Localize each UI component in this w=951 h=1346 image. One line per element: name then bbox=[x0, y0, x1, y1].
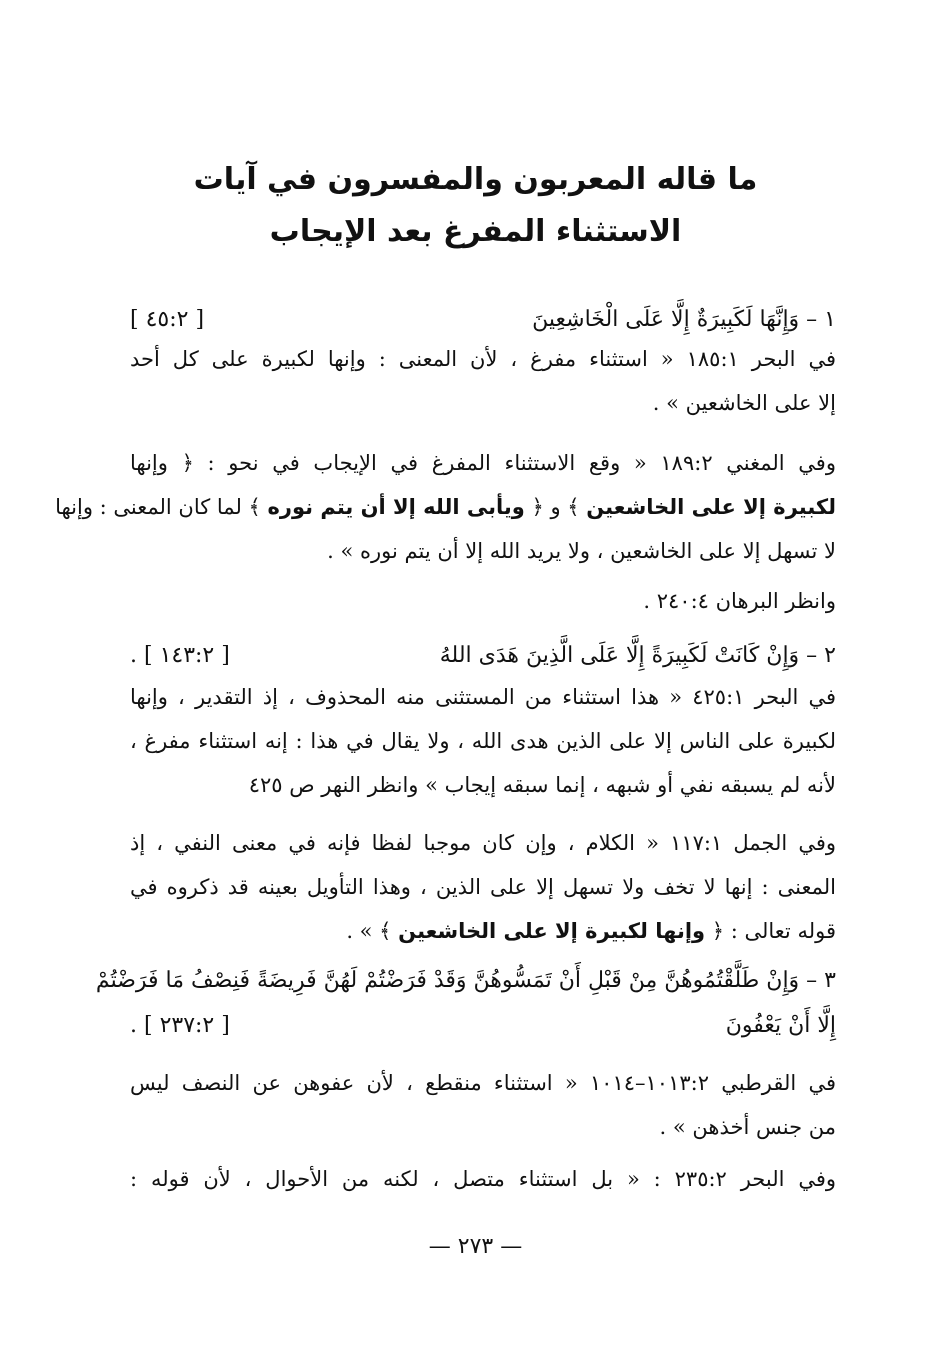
mughni-quote-2: ويأبى الله إلا أن يتم نوره bbox=[267, 495, 525, 519]
qurtubi-line-1: في القرطبي ١٠١٣:٢–١٠١٤ « استثناء منقطع ، لأن عفوهن عن النصف ليس bbox=[130, 1071, 836, 1095]
verse-2-reference: [ ١٤٣:٢ ] . bbox=[130, 643, 230, 668]
mughni-line-2-end: ﴾ لما كان المعنى : وإنها bbox=[55, 495, 268, 519]
jamal-line-3-start: قوله تعالى : ﴿ bbox=[705, 919, 836, 943]
bahr-2-line-3: لأنه لم يسبقه نفي أو شبهه ، إنما سبقه إيجاب » وانظر النهر ص ٤٢٥ bbox=[248, 773, 836, 797]
jamal-line-2: المعنى : إنها لا تخف ولا تسهل إلا على الذين ، وهذا التأويل بعينه قد ذكروه في bbox=[130, 875, 836, 899]
verse-3-text: إِلَّا أَنْ يَعْفُونَ bbox=[725, 1013, 836, 1038]
verse-1-text: ١ – وَإِنَّهَا لَكَبِيرَةٌ إِلَّا عَلَى الْخَاشِعِينَ bbox=[532, 307, 836, 332]
mughni-connector: ﴾ و ﴿ bbox=[524, 495, 587, 519]
verse-3-line-2 bbox=[130, 1008, 836, 1044]
qurtubi-line-2: من جنس أخذهن » . bbox=[659, 1115, 836, 1139]
mughni-line-2 bbox=[55, 490, 836, 524]
burhan-reference: وانظر البرهان ٢٤٠:٤ . bbox=[643, 589, 836, 613]
bahr-1-line-1: في البحر ١٨٥:١ « استثناء مفرغ ، لأن المعنى : وإنها لكبيرة على كل أحد bbox=[130, 347, 836, 371]
bahr-1-line-2: إلا على الخاشعين » . bbox=[652, 391, 836, 415]
bahr-3-line-1: وفي البحر ٢٣٥:٢ : « بل استثناء متصل ، لكنه من الأحوال ، لأن قوله : bbox=[130, 1167, 836, 1191]
page-title-line-2: الاستثناء المفرغ بعد الإيجاب bbox=[269, 214, 682, 249]
jamal-quote: وإنها لكبيرة إلا على الخاشعين bbox=[398, 919, 706, 943]
verse-2-text: ٢ – وَإِنْ كَانَتْ لَكَبِيرَةً إِلَّا عَلَى الَّذِينَ هَدَى اللهُ bbox=[439, 643, 836, 668]
mughni-line-1: وفي المغني ١٨٩:٢ « وقع الاستثناء المفرغ في الإيجاب في نحو : ﴿ وإنها bbox=[130, 451, 836, 475]
page-title-line-1: ما قاله المعربون والمفسرون في آيات bbox=[193, 162, 758, 197]
page-number: — ٢٧٣ — bbox=[428, 1234, 523, 1259]
verse-1 bbox=[130, 302, 836, 338]
bahr-2-line-1: في البحر ٤٢٥:١ « هذا استثناء من المستثنى منه المحذوف ، إذ التقدير ، وإنها bbox=[130, 685, 837, 709]
verse-3-line-1: ٣ – وَإِنْ طَلَّقْتُمُوهُنَّ مِنْ قَبْلِ أَنْ تَمَسُّوهُنَّ وَقَدْ فَرَضْتُمْ لَهُنَّ فَرِيضَةً فَنِصْفُ مَا فَرَضْتُمْ bbox=[95, 968, 836, 993]
jamal-line-3-end: ﴾ » . bbox=[346, 919, 399, 943]
mughni-quote-1: لكبيرة إلا على الخاشعين bbox=[586, 495, 836, 519]
jamal-line-3 bbox=[130, 914, 836, 948]
bahr-2-line-2: لكبيرة على الناس إلا على الذين هدى الله ، ولا يقال في هذا : إنه استثناء مفرغ ، bbox=[130, 729, 836, 753]
jamal-line-1: وفي الجمل ١١٧:١ « الكلام ، وإن كان موجبا لفظا فإنه في معنى النفي ، إذ bbox=[130, 831, 837, 855]
mughni-line-3: لا تسهل إلا على الخاشعين ، ولا يريد الله إلا أن يتم نوره » . bbox=[327, 539, 836, 563]
verse-1-reference: [ ٤٥:٢ ] bbox=[130, 307, 205, 332]
verse-2 bbox=[130, 638, 836, 674]
verse-3-reference: [ ٢٣٧:٢ ] . bbox=[130, 1013, 230, 1038]
